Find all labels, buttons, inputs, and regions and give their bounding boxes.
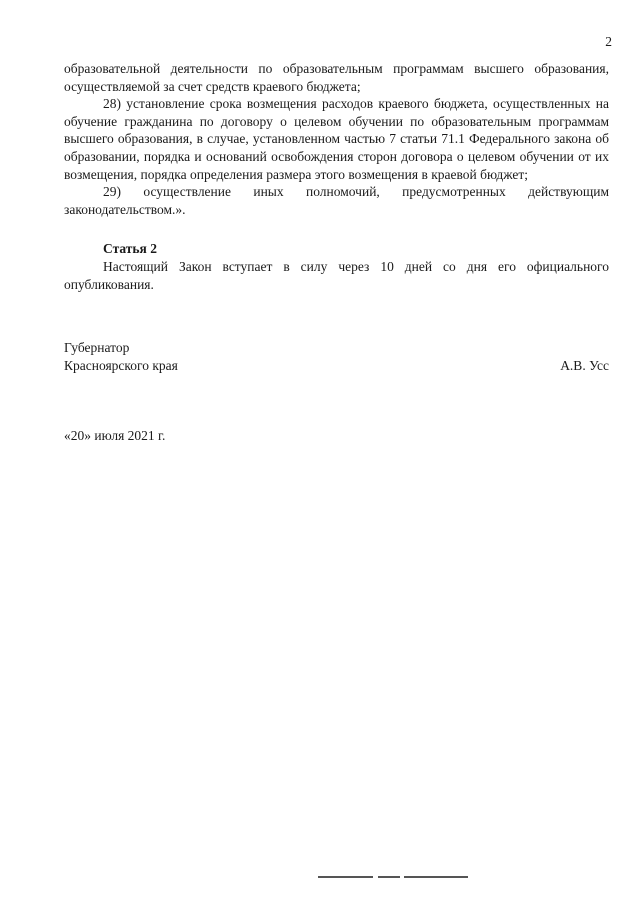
article-heading: Статья 2 [103,241,157,257]
paragraph-item-29: 29) осуществление иных полномочий, предусмотренных действующим законодательством.». [64,184,609,217]
signature-title-line1: Губернатор [64,340,130,355]
document-body [64,60,609,293]
footer-rule [318,876,468,879]
signature-row [64,357,609,375]
signature-block [64,339,609,375]
paragraph-continuation: образовательной деятельности по образовательным программам высшего образования, осуществляемой за счет средств краевого бюджета; [64,61,609,94]
article-text: Настоящий Закон вступает в силу через 10 дней со дня его официального опубликования. [64,258,609,292]
signature-title-line2: Красноярского края [64,358,178,373]
signatory-name: А.В. Усс [560,358,609,373]
document-date: «20» июля 2021 г. [64,428,166,443]
paragraph-item-28: 28) установление срока возмещения расходов краевого бюджета, осуществленных на обучение гражданина по договору о целевом обучении по образовательным программам высшего образования, в случае, установленном частью 7 статьи 71.1 Федерального закона об образовании, порядка и оснований освобождения сторон договора о целевом обучении от их возмещения, порядка определения размера этого возмещения в краевой бюджет; [64,96,609,182]
page-number: 2 [605,34,612,49]
